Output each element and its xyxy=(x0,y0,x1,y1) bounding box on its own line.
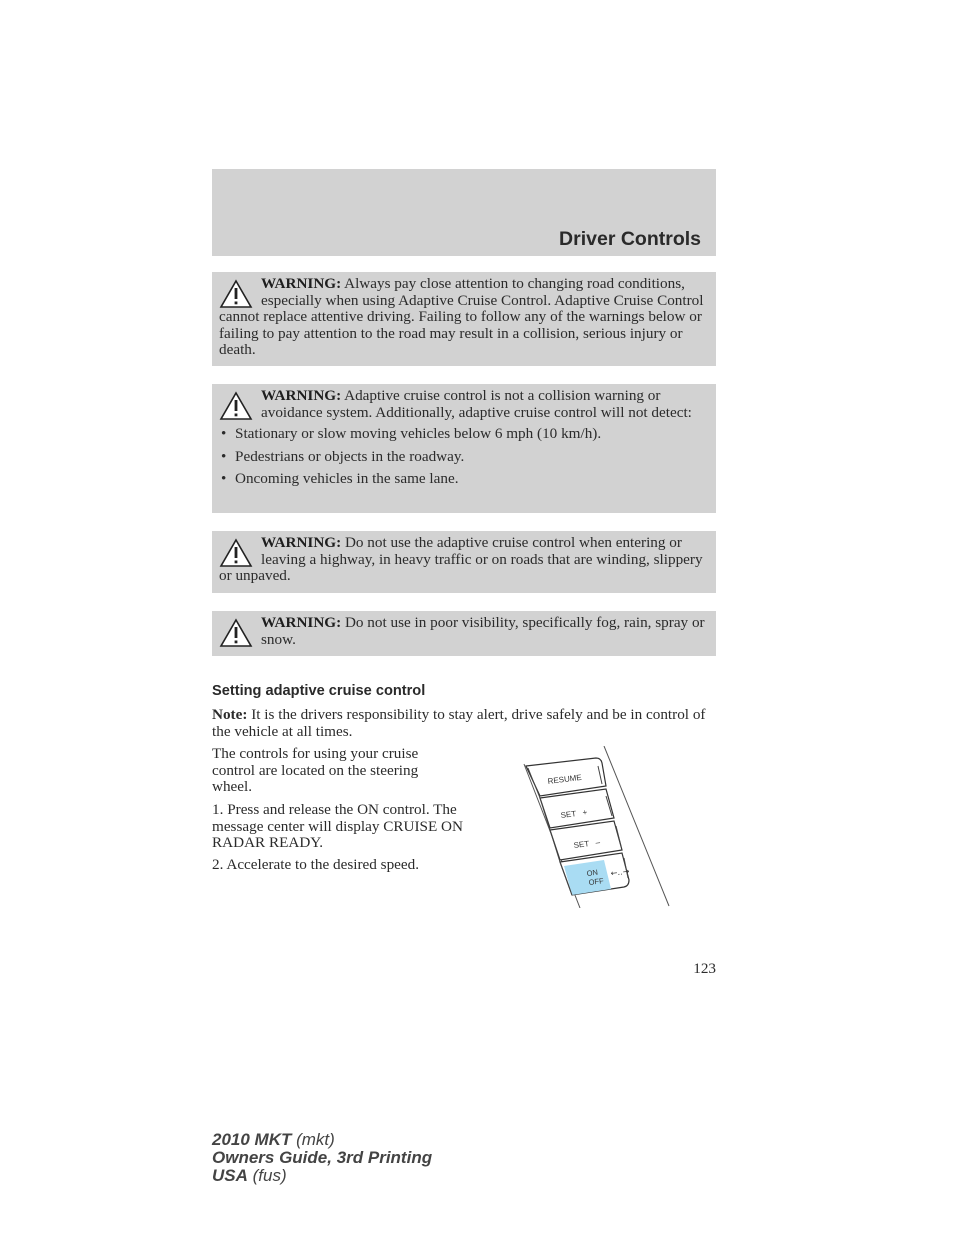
note-label: Note: xyxy=(212,706,248,723)
warning-box-2 xyxy=(212,384,716,513)
warning-triangle-icon xyxy=(219,279,253,309)
warning-text-1: WARNING: Always pay close attention to changing road conditions, especially when using Adaptive Cruise Control. Adaptive Cruise Control cannot replace attentive driving. Failing to follow any of the warnings below or failing to pay attention to the road may result in a collision, serious injury or death. xyxy=(219,275,704,358)
warning-box-1 xyxy=(212,272,716,366)
warning-triangle-icon xyxy=(219,538,253,568)
warning-text-3: WARNING: Do not use the adaptive cruise control when entering or leaving a highway, in heavy traffic or on roads that are winding, slippery or unpaved. xyxy=(219,534,703,584)
list-item: • Oncoming vehicles in the same lane. xyxy=(219,471,708,488)
step-2-paragraph: 2. Accelerate to the desired speed. xyxy=(212,856,420,873)
set-plus-label: SET + xyxy=(560,807,588,820)
warning-bullet-list xyxy=(219,426,708,488)
footer-guide-line: Owners Guide, 3rd Printing xyxy=(212,1148,433,1167)
page-number: 123 xyxy=(693,960,716,977)
warning-label: WARNING: xyxy=(261,275,342,292)
warning-label: WARNING: xyxy=(261,534,342,551)
list-item: • Pedestrians or objects in the roadway. xyxy=(219,449,708,466)
off-label: OFF xyxy=(588,876,605,887)
footer-model-line: 2010 MKT (mkt) xyxy=(212,1130,335,1149)
document-footer xyxy=(212,1131,432,1185)
warning-triangle-icon xyxy=(219,618,253,648)
cruise-control-buttons-illustration xyxy=(516,746,676,908)
warning-text-2: WARNING: Adaptive cruise control is not a collision warning or avoidance system. Additionally, adaptive cruise control will not detect: xyxy=(261,387,692,421)
on-label: ON xyxy=(586,867,599,878)
resume-label: RESUME xyxy=(547,772,583,786)
footer-region-line: USA (fus) xyxy=(212,1166,287,1185)
warning-label: WARNING: xyxy=(261,614,342,631)
warning-label: WARNING: xyxy=(261,387,342,404)
section-title: Driver Controls xyxy=(559,228,701,250)
gap-arrows-icon: ←‥→ xyxy=(610,866,630,878)
list-item: • Stationary or slow moving vehicles below 6 mph (10 km/h). xyxy=(219,426,708,443)
note-paragraph: Note: It is the drivers responsibility to stay alert, drive safely and be in control of the vehicle at all times. xyxy=(212,706,706,740)
warning-triangle-icon xyxy=(219,391,253,421)
subsection-heading: Setting adaptive cruise control xyxy=(212,683,426,699)
section-header-band xyxy=(212,169,716,256)
warning-box-4 xyxy=(212,611,716,656)
intro-paragraph: The controls for using your cruise control are located on the steering wheel. xyxy=(212,745,419,795)
step-1-paragraph: 1. Press and release the ON control. The message center will display CRUISE ON RADAR READY. xyxy=(212,801,463,851)
set-minus-label: SET – xyxy=(573,837,601,850)
warning-text-4: WARNING: Do not use in poor visibility, specifically fog, rain, spray or snow. xyxy=(261,614,705,648)
warning-box-3 xyxy=(212,531,716,593)
